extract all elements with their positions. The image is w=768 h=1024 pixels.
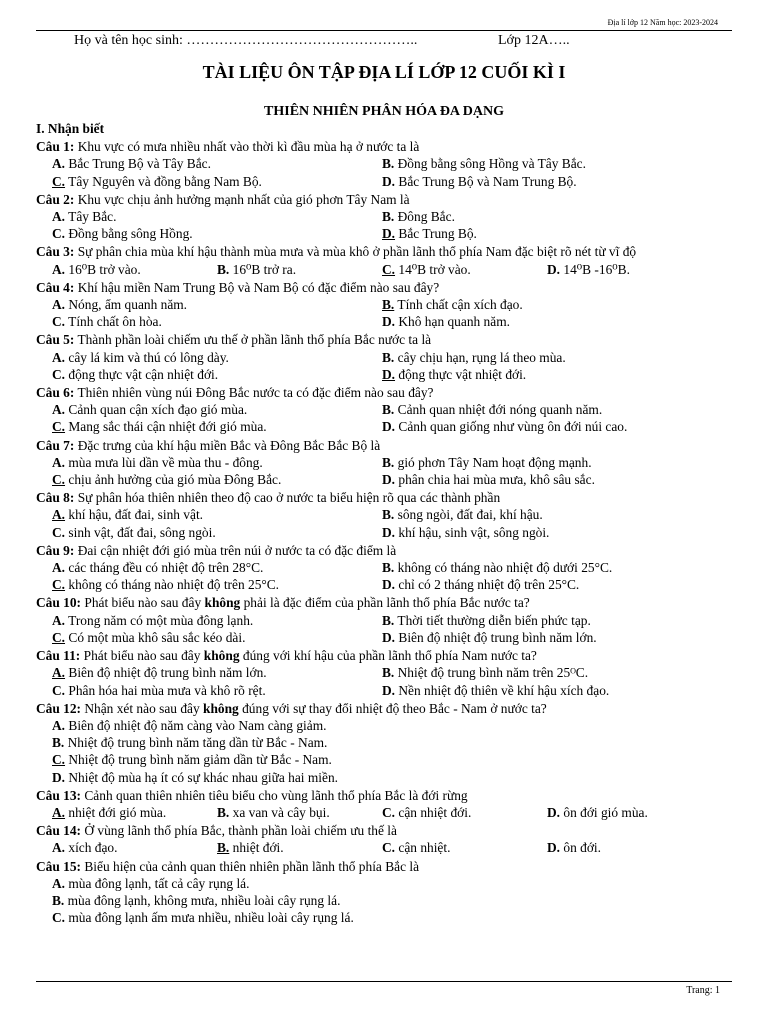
option-text: mùa đông lạnh ấm mưa nhiều, nhiều loài cây rụng lá. (68, 910, 354, 926)
option-letter: A. (52, 875, 66, 891)
answer-option (382, 612, 591, 629)
option-letter: B. (382, 612, 395, 628)
option-text: Thời tiết thường diễn biến phức tạp. (397, 612, 591, 628)
options-row (36, 366, 732, 383)
answer-option (52, 892, 732, 909)
answer-option (52, 839, 217, 856)
option-text: mùa đông lạnh, tất cả cây rụng lá. (68, 875, 250, 891)
option-text: Tây Bắc. (68, 209, 117, 225)
options-row (36, 734, 732, 751)
answer-option (52, 296, 382, 313)
answer-option (52, 313, 382, 330)
question-7 (36, 437, 732, 489)
question-11 (36, 647, 732, 699)
option-letter: C. (52, 472, 66, 488)
option-text: Phân hóa hai mùa mưa và khô rõ rệt. (68, 682, 266, 698)
option-letter: B. (382, 454, 395, 470)
option-letter: A. (52, 209, 66, 225)
option-letter: B. (382, 665, 395, 681)
class-label: Lớp 12A….. (498, 33, 570, 48)
option-text: gió phơn Tây Nam hoạt động mạnh. (397, 454, 592, 470)
option-text: Đồng bằng sông Hồng và Tây Bắc. (397, 156, 586, 172)
question-text-pre: Phát biểu nào sau đây (84, 595, 202, 611)
answer-option (52, 559, 382, 576)
answer-option (52, 734, 732, 751)
option-letter: B. (382, 402, 395, 418)
options-row (36, 717, 732, 734)
answer-option (382, 349, 566, 366)
answer-option (52, 366, 382, 383)
answer-option (382, 296, 523, 313)
question-text-post: đúng với khí hậu của phần lãnh thổ phía Nam nước ta? (242, 648, 537, 664)
question-text: Thành phần loài chiếm ưu thế ở phần lãnh thổ phía Bắc nước ta là (77, 332, 432, 348)
question-label: Câu 15: (36, 858, 82, 874)
option-text: động thực vật nhiệt đới. (398, 366, 527, 382)
option-text: 16⁰B trở vào. (68, 261, 141, 277)
question-stem (36, 331, 732, 348)
option-text: Nhiệt độ mùa hạ ít có sự khác nhau giữa hai miền. (68, 769, 339, 785)
answer-option (52, 225, 382, 242)
question-text: Cảnh quan thiên nhiên tiêu biểu cho vùng lãnh thổ phía Bắc là đới rừng (84, 787, 468, 803)
option-text: phân chia hai mùa mưa, khô sâu sắc. (398, 472, 595, 488)
option-letter: B. (382, 297, 395, 313)
option-letter: C. (52, 629, 66, 645)
question-label: Câu 6: (36, 385, 75, 401)
answer-option (52, 155, 382, 172)
question-text: Đai cận nhiệt đới gió mùa trên núi ở nước ta có đặc điểm là (77, 542, 397, 558)
answer-option (52, 454, 382, 471)
answer-option (382, 804, 547, 821)
question-stem (36, 437, 732, 454)
options-row (36, 296, 732, 313)
option-letter: A. (52, 261, 66, 277)
question-text: Đặc trưng của khí hậu miền Bắc và Đông Bắc Bắc Bộ là (77, 437, 381, 453)
question-label: Câu 2: (36, 191, 75, 207)
question-text: Sự phân hóa thiên nhiên theo độ cao ở nước ta biểu hiện rõ qua các thành phần (77, 490, 501, 506)
option-text: chỉ có 2 tháng nhiệt độ trên 25°C. (398, 577, 580, 593)
question-9 (36, 542, 732, 594)
option-letter: C. (382, 840, 396, 856)
question-text-pre: Nhận xét nào sau đây (84, 700, 200, 716)
option-letter: D. (382, 226, 396, 242)
option-text: sinh vật, đất đai, sông ngòi. (68, 524, 216, 540)
option-letter: A. (52, 840, 66, 856)
option-letter: B. (52, 892, 65, 908)
answer-option (52, 717, 732, 734)
question-label: Câu 14: (36, 823, 82, 839)
option-letter: C. (382, 804, 396, 820)
option-text: Tính chất cận xích đạo. (397, 297, 523, 313)
page-number: Trang: 1 (686, 985, 720, 996)
option-letter: C. (382, 261, 396, 277)
option-text: Biên độ nhiệt độ trung bình năm lớn. (398, 629, 597, 645)
option-text: 14⁰B -16⁰B. (563, 261, 630, 277)
option-text: xa van và cây bụi. (232, 804, 330, 820)
answer-option (52, 875, 732, 892)
option-letter: D. (547, 804, 561, 820)
option-letter: D. (547, 840, 561, 856)
answer-option (547, 804, 648, 821)
question-list (36, 120, 732, 926)
answer-option (382, 664, 588, 681)
section-heading: I. Nhận biết (36, 121, 105, 136)
question-stem (36, 138, 732, 155)
option-text: không có tháng nào nhiệt độ trên 25°C. (68, 577, 280, 593)
option-text: 16⁰B trở ra. (232, 261, 297, 277)
answer-option (217, 261, 382, 278)
option-text: Biên độ nhiệt độ năm càng vào Nam càng giảm. (68, 717, 327, 733)
option-text: Tính chất ôn hòa. (68, 314, 162, 330)
option-letter: B. (382, 349, 395, 365)
question-12 (36, 700, 732, 786)
option-letter: A. (52, 665, 66, 681)
option-text: Mang sắc thái cận nhiệt đới gió mùa. (68, 419, 267, 435)
answer-option (52, 506, 382, 523)
options-row (36, 875, 732, 892)
option-letter: B. (382, 209, 395, 225)
answer-option (382, 454, 592, 471)
question-3 (36, 243, 732, 277)
question-text: Sự phân chia mùa khí hậu thành mùa mưa và mùa khô ở phần lãnh thổ phía Nam đặc biệt rõ nét từ vĩ độ (77, 244, 637, 260)
answer-option (52, 664, 382, 681)
answer-option (382, 225, 477, 242)
option-letter: D. (382, 524, 396, 540)
option-letter: A. (52, 349, 66, 365)
option-text: Biên độ nhiệt độ trung bình năm lớn. (68, 665, 267, 681)
answer-option (547, 839, 601, 856)
document-title: TÀI LIỆU ÔN TẬP ĐỊA LÍ LỚP 12 CUỐI KÌ I (202, 62, 566, 82)
option-text: Cảnh quan giống như vùng ôn đới núi cao. (398, 419, 628, 435)
option-letter: D. (382, 419, 396, 435)
option-text: xích đạo. (68, 840, 118, 856)
question-text: Ở vùng lãnh thổ phía Bắc, thành phần loài chiếm ưu thế là (84, 823, 397, 839)
question-stem (36, 384, 732, 401)
option-letter: B. (52, 735, 65, 751)
student-info-row (74, 33, 732, 51)
option-text: Nhiệt độ trung bình năm giảm dần từ Bắc - Nam. (68, 752, 332, 768)
option-letter: C. (52, 226, 66, 242)
question-label: Câu 8: (36, 490, 75, 506)
options-row (36, 892, 732, 909)
option-text: Đông Bắc. (397, 209, 455, 225)
answer-option (382, 682, 609, 699)
answer-option (382, 524, 549, 541)
question-text: Thiên nhiên vùng núi Đông Bắc nước ta có đặc điểm nào sau đây? (77, 385, 434, 401)
option-text: khí hậu, đất đai, sinh vật. (68, 507, 204, 523)
answer-option (52, 471, 382, 488)
options-row (36, 576, 732, 593)
option-text: động thực vật cận nhiệt đới. (68, 366, 219, 382)
question-1 (36, 138, 732, 190)
option-text: ôn đới. (563, 840, 601, 856)
options-row (36, 839, 732, 856)
options-row (36, 804, 732, 821)
answer-option (547, 261, 630, 278)
option-letter: B. (382, 560, 395, 576)
options-row (36, 155, 732, 172)
answer-option (382, 576, 579, 593)
answer-option (52, 418, 382, 435)
option-letter: A. (52, 560, 66, 576)
option-text: Nóng, ẩm quanh năm. (68, 297, 188, 313)
option-letter: A. (52, 156, 66, 172)
answer-option (382, 839, 547, 856)
option-text: ôn đới gió mùa. (563, 804, 648, 820)
option-letter: B. (217, 804, 230, 820)
answer-option (382, 366, 526, 383)
answer-option (52, 576, 382, 593)
options-row (36, 454, 732, 471)
option-text: Trong năm có một mùa đông lạnh. (68, 612, 254, 628)
option-letter: A. (52, 402, 66, 418)
answer-option (382, 471, 595, 488)
answer-option (52, 612, 382, 629)
question-text: Khí hậu miền Nam Trung Bộ và Nam Bộ có đặc điểm nào sau đây? (77, 279, 440, 295)
option-text: Có một mùa khô sâu sắc kéo dài. (68, 629, 246, 645)
student-name-label: Họ và tên học sinh: ………………………………………….. (74, 33, 418, 48)
options-row (36, 173, 732, 190)
answer-option (382, 313, 510, 330)
question-4 (36, 279, 732, 331)
question-stem (36, 191, 732, 208)
question-text-emphasis: không (203, 648, 240, 664)
options-row (36, 506, 732, 523)
option-text: chịu ảnh hưởng của gió mùa Đông Bắc. (68, 472, 282, 488)
answer-option (52, 173, 382, 190)
option-letter: B. (382, 507, 395, 523)
option-letter: C. (52, 524, 66, 540)
option-letter: D. (382, 173, 396, 189)
options-row (36, 401, 732, 418)
answer-option (52, 769, 732, 786)
option-text: Bắc Trung Bộ. (398, 226, 477, 242)
options-row (36, 909, 732, 926)
answer-option (52, 804, 217, 821)
option-letter: D. (547, 261, 561, 277)
option-text: Khô hạn quanh năm. (398, 314, 510, 330)
option-letter: C. (52, 577, 66, 593)
options-row (36, 559, 732, 576)
option-letter: D. (382, 629, 396, 645)
option-letter: C. (52, 366, 66, 382)
answer-option (52, 208, 382, 225)
answer-option (52, 401, 382, 418)
options-row (36, 208, 732, 225)
question-15 (36, 858, 732, 927)
question-stem (36, 542, 732, 559)
option-text: nhiệt đới. (232, 840, 284, 856)
option-text: không có tháng nào nhiệt độ dưới 25°C. (397, 560, 613, 576)
question-text-emphasis: không (203, 700, 239, 716)
option-letter: C. (52, 752, 66, 768)
option-text: mùa đông lạnh, không mưa, nhiều loài cây rụng lá. (67, 892, 341, 908)
question-stem (36, 858, 732, 875)
option-text: nhiệt đới gió mùa. (68, 804, 167, 820)
option-text: 14⁰B trở vào. (398, 261, 471, 277)
answer-option (52, 751, 732, 768)
option-text: Nhiệt độ trung bình năm trên 25ᴼC. (397, 665, 589, 681)
answer-option (52, 349, 382, 366)
option-text: khí hậu, sinh vật, sông ngòi. (398, 524, 550, 540)
document-subtitle: THIÊN NHIÊN PHÂN HÓA ĐA DẠNG (264, 104, 504, 119)
option-letter: C. (52, 682, 66, 698)
option-text: Cảnh quan cận xích đạo gió mùa. (68, 402, 248, 418)
options-row (36, 629, 732, 646)
question-label: Câu 10: (36, 595, 82, 611)
question-6 (36, 384, 732, 436)
question-label: Câu 12: (36, 700, 82, 716)
option-text: Nhiệt độ trung bình năm tăng dần từ Bắc - Nam. (67, 735, 328, 751)
answer-option (382, 506, 543, 523)
answer-option (382, 418, 627, 435)
option-text: cây lá kim và thú có lông dày. (68, 349, 229, 365)
question-text-pre: Phát biểu nào sau đây (83, 648, 201, 664)
option-letter: D. (382, 682, 396, 698)
answer-option (52, 524, 382, 541)
option-letter: D. (52, 769, 66, 785)
option-letter: A. (52, 612, 66, 628)
question-8 (36, 489, 732, 541)
header-divider (36, 30, 732, 31)
options-row (36, 751, 732, 768)
answer-option (382, 155, 586, 172)
question-label: Câu 4: (36, 279, 75, 295)
question-text: Biểu hiện của cảnh quan thiên nhiên phần lãnh thổ phía Bắc là (84, 858, 420, 874)
option-letter: D. (382, 577, 396, 593)
options-row (36, 418, 732, 435)
options-row (36, 664, 732, 681)
option-letter: A. (52, 717, 66, 733)
answer-option (382, 559, 612, 576)
options-row (36, 682, 732, 699)
question-label: Câu 9: (36, 542, 75, 558)
question-label: Câu 7: (36, 437, 75, 453)
option-letter: C. (52, 314, 66, 330)
question-text-emphasis: không (204, 595, 241, 611)
option-letter: A. (52, 297, 66, 313)
option-text: Cảnh quan nhiệt đới nóng quanh năm. (397, 402, 603, 418)
question-14 (36, 822, 732, 856)
option-text: các tháng đều có nhiệt độ trên 28°C. (68, 560, 264, 576)
option-text: mùa mưa lùi dần về mùa thu - đông. (68, 454, 263, 470)
options-row (36, 313, 732, 330)
answer-option (52, 261, 217, 278)
option-letter: B. (382, 156, 395, 172)
options-row (36, 769, 732, 786)
question-text: Khu vực có mưa nhiều nhất vào thời kì đầu mùa hạ ở nước ta là (77, 139, 420, 155)
question-label: Câu 3: (36, 244, 75, 260)
option-letter: A. (52, 804, 66, 820)
option-text: Bắc Trung Bộ và Tây Bắc. (68, 156, 211, 172)
option-letter: B. (217, 840, 230, 856)
option-letter: B. (217, 261, 230, 277)
option-text: cận nhiệt. (398, 840, 451, 856)
options-row (36, 471, 732, 488)
options-row (36, 225, 732, 242)
option-text: cây chịu hạn, rụng lá theo mùa. (397, 349, 566, 365)
options-row (36, 349, 732, 366)
answer-option (382, 173, 577, 190)
question-stem (36, 647, 732, 664)
option-letter: A. (52, 507, 66, 523)
option-text: Tây Nguyên và đồng bằng Nam Bộ. (68, 173, 262, 189)
option-text: Bắc Trung Bộ và Nam Trung Bộ. (398, 173, 577, 189)
options-row (36, 612, 732, 629)
question-label: Câu 11: (36, 648, 81, 664)
option-letter: D. (382, 366, 396, 382)
answer-option (382, 261, 547, 278)
question-stem (36, 279, 732, 296)
question-5 (36, 331, 732, 383)
option-letter: D. (382, 314, 396, 330)
answer-option (382, 629, 597, 646)
footer-divider (36, 981, 732, 982)
option-letter: A. (52, 454, 66, 470)
option-text: cận nhiệt đới. (398, 804, 472, 820)
question-2 (36, 191, 732, 243)
option-letter: D. (382, 472, 396, 488)
option-letter: C. (52, 910, 66, 926)
header-note: Địa lí lớp 12 Năm học: 2023-2024 (607, 18, 718, 27)
question-stem (36, 594, 732, 611)
options-row (36, 524, 732, 541)
option-text: Nền nhiệt độ thiên về khí hậu xích đạo. (398, 682, 610, 698)
question-stem (36, 787, 732, 804)
question-10 (36, 594, 732, 646)
question-text-post: phải là đặc điểm của phần lãnh thổ phía Bắc nước ta? (243, 595, 530, 611)
question-stem (36, 489, 732, 506)
option-text: Đồng bằng sông Hồng. (68, 226, 193, 242)
answer-option (382, 208, 455, 225)
option-text: sông ngòi, đất đai, khí hậu. (397, 507, 543, 523)
question-label: Câu 13: (36, 787, 82, 803)
question-text: Khu vực chịu ảnh hưởng mạnh nhất của gió phơn Tây Nam là (77, 191, 410, 207)
answer-option (217, 804, 382, 821)
answer-option (52, 909, 732, 926)
option-letter: C. (52, 419, 66, 435)
question-label: Câu 1: (36, 139, 75, 155)
answer-option (217, 839, 382, 856)
question-stem (36, 822, 732, 839)
question-stem (36, 700, 732, 717)
question-text-post: đúng với sự thay đổi nhiệt độ theo Bắc - Nam ở nước ta? (242, 700, 547, 716)
answer-option (382, 401, 602, 418)
question-stem (36, 243, 732, 260)
question-13 (36, 787, 732, 821)
option-letter: C. (52, 173, 66, 189)
answer-option (52, 682, 382, 699)
question-label: Câu 5: (36, 332, 75, 348)
answer-option (52, 629, 382, 646)
options-row (36, 261, 732, 278)
